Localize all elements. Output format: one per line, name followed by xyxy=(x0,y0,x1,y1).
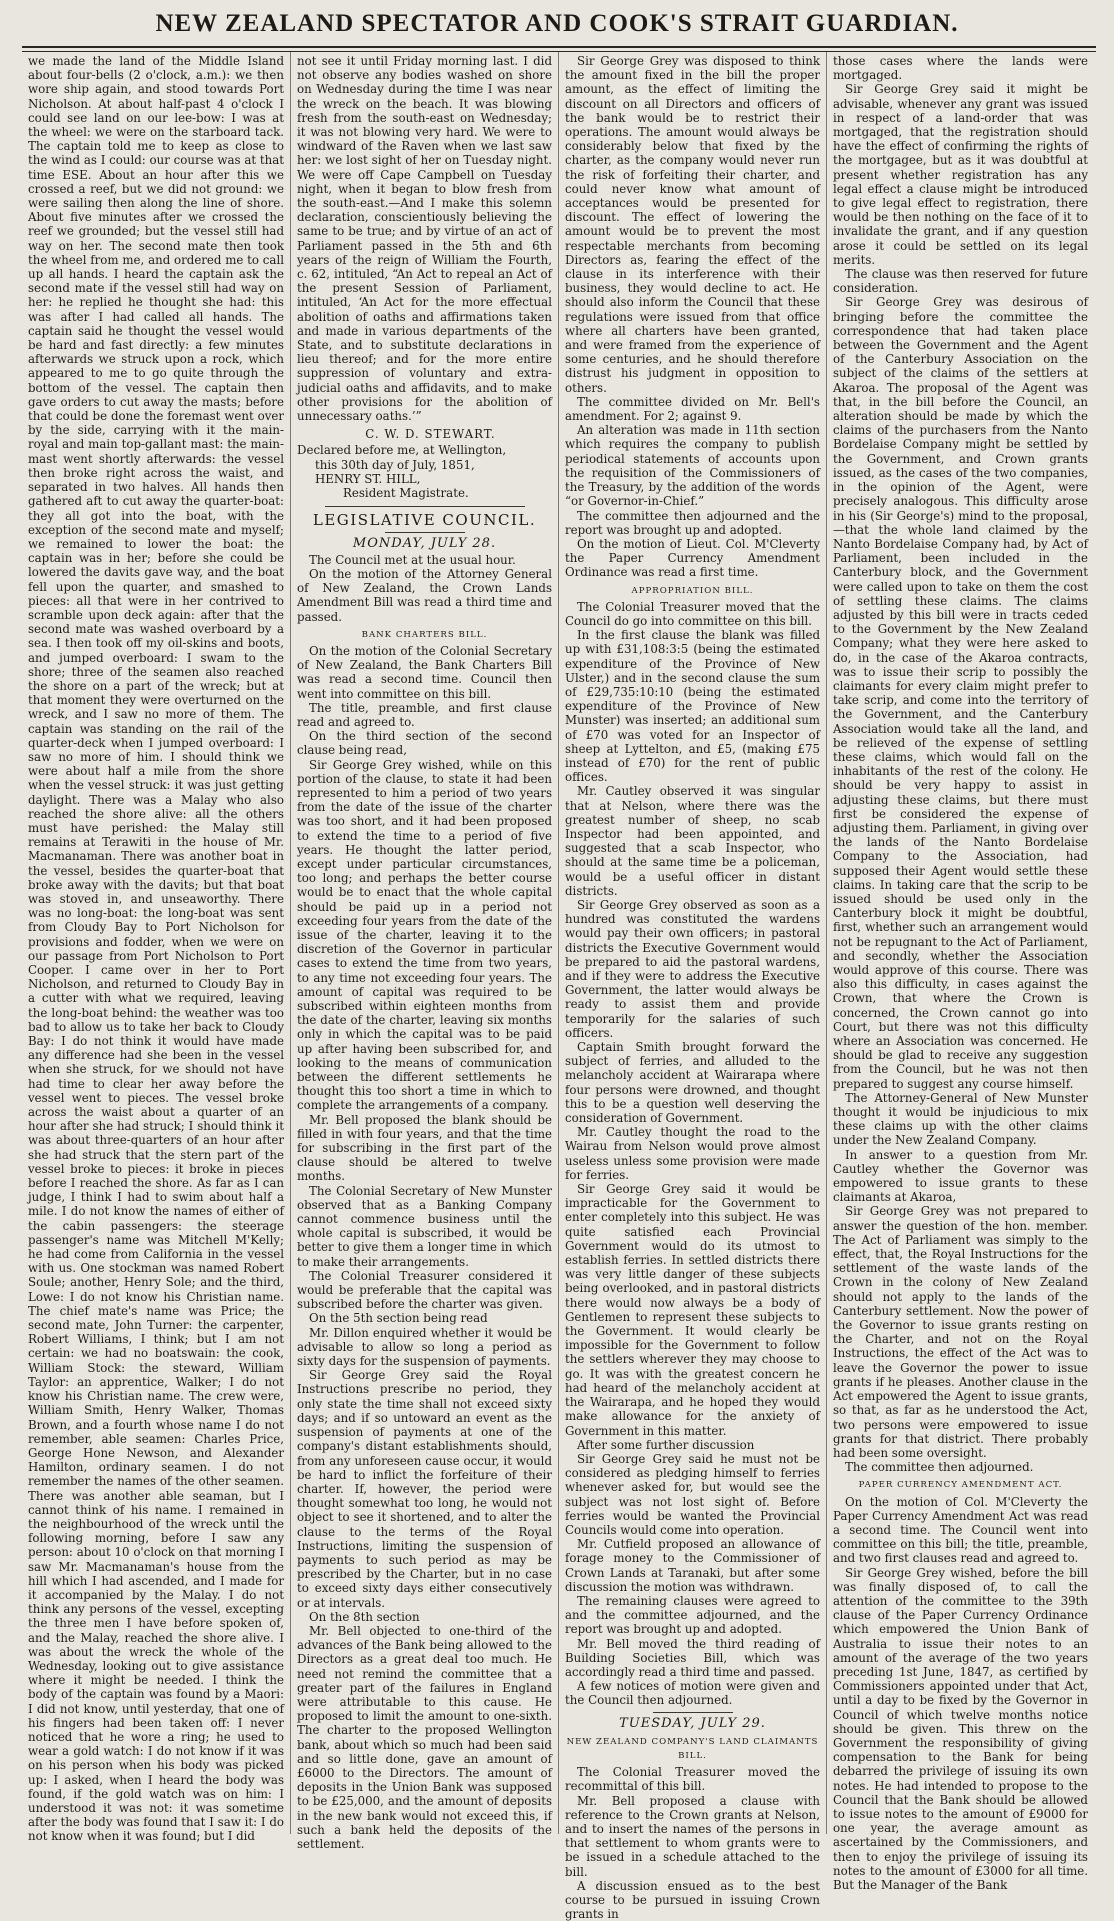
date-heading: MONDAY, JULY 28. xyxy=(352,535,497,551)
paragraph: we made the land of the Middle Island about four-bells (2 o'clock, a.m.): we then wore ship again, and stood towards Port Nicholson. At about half-past 4 o'clock I could see land on our lee-bow: I was at the wheel: we were on the starboard tack. The captain told me to keep as close to the wind as I could: our course was at that time ESE. About an hour after this we crossed a reef, but we did not ground: we were sailing then along the line of shore. About five minutes after we crossed the reef we grounded; but the vessel still had way on her. The second mate then took the wheel from me, and ordered me to call up all hands. I heard the captain ask the second mate if the vessel still had way on her: he replied he thought she had: this was after I had called all hands. The captain said he thought the vessel would be hard and fast directly: a few minutes afterwards we struck upon a rock, which appeared to me to go quite through the bottom of the vessel. The captain then gave orders to cut away the masts; before that could be done the foremast went over by the side, carrying with it the main-royal and main top-gallant mast: the main-mast went shortly afterwards: the vessel then broke right across the waist, and separated in two halves. All hands then gathered aft to cut away the quarter-boat: they all got into the boat, with the exception of the second mate and myself; we remained to lower the boat: the captain was in her; before she could be lowered the davits gave way, and the boat fell upon the quarter, and smashed to pieces: all that were in her contrived to scramble upon deck again: after that the second mate was washed overboard by a sea. I then took off my oil-skins and boots, and jumped overboard: I swam to the shore; three of the seamen also reached the shore on a part of the wreck; but at that moment they were overturned on the wreck, and I saw no more of them. The captain was standing on the rail of the quarter-deck when I jumped overboard: I saw no more of him. I should think we were about half a mile from the shore when the vessel struck: it was just getting daylight. There was a Malay who also reached the shore alive: all the others must have perished: the Malay still remains at Terawiti in the house of Mr. Macmanaman. There was another boat in the vessel, besides the quarter-boat that broke away with the davits; but that boat was stoved in, and unseaworthy. There was no long-boat: the long-boat was sent from Cloudy Bay to Port Nicholson for provisions and fodder, when we were on our passage from Port Nicholson to Port Cooper. I came over in her to Port Nicholson, and returned to Cloudy Bay in a cutter with what we required, leaving the long-boat behind: the weather was too bad to allow us to take her back to Cloudy Bay: I do not think it would have made any difference had she been in the vessel when she struck, for we should not have had time to clear her away before the vessel went to pieces. The vessel broke across the waist about a quarter of an hour after she had struck; I should think it was about three-quarters of an hour after she had struck that the stern part of the vessel broke to pieces: it broke in pieces before I reached the shore. As far as I can judge, I think I had to swim about half a mile. I do not know the names of either of the cabin passengers: the steerage passenger's name was Mitchell M'Kelly; he had come from California in the vessel with us. One stockman was named Robert Soule; another, Henry Sole; and the third, Lowe: I do not know his Christian name. The chief mate's name was Price; the second mate, John Turner: the carpenter, Robert Williams, I think; but I am not certain: we had no boatswain: the cook, William Stock: the steward, William Taylor: an apprentice, Walker; I do not know his Christian name. The crew were, William Smith, Henry Walker, Thomas Brown, and a fourth whose name I do not remember, able seamen: Charles Price, George Hone Newson, and Alexander Hamilton, ordinary seamen. I do not remember the names of the other seamen. There was another able seaman, but I cannot think of his name. I remained in the neighbourhood of the wreck until the following morning, before I saw any person: about 10 o'clock on that morning I saw Mr. Macmanaman's house from the hill which I had ascended, and I made for it accompanied by the Malay. I do not think any persons of the vessel, excepting the three men I have before spoken of, and the Malay, reached the shore alive. I was about the wreck the whole of the Wednesday, looking out to give assistance where it might be needed. I think the body of the captain was found by a Maori: I did not know, until yesterday, that one of his fingers had been taken off: I never noticed that he wore a ring; he used to wear a gold watch: I do not know if it was on his person when his body was picked up: I asked, when I heard the body was found, if the gold watch was on him: I understood it was not: it was sometime after the body was found that I saw it: I do not know when it was found; but I did xyxy=(28,54,284,1844)
paragraph: Mr. Cutfield proposed an allowance of forage money to the Commissioner of Crown Lands at Taranaki, but after some discussion the motion was withdrawn. xyxy=(565,1537,820,1594)
masthead: NEW ZEALAND SPECTATOR AND COOK'S STRAIT GUARDIAN. xyxy=(155,10,959,37)
paragraph: The Colonial Treasurer considered it would be preferable that the capital was subscribed before the charter was given. xyxy=(297,1268,552,1312)
paragraph: not see it until Friday morning last. I did not observe any bodies washed on shore on Wednesday during the time I was near the wreck on the beach. It was blowing fresh from the south-east on Wednesday; it was not blowing very hard. We were to windward of the Raven when we last saw her: we lost sight of her on Tuesday night. We were off Cape Campbell on Tuesday night, when it began to blow fresh from the south-east.—And I make this solemn declaration, conscientiously believing the same to be true; and by virtue of an act of Parliament passed in the 5th and 6th years of the reign of William the Fourth, c. 62, intituled, “An Act to repeal an Act of the present Session of Parliament, intituled, ‘An Act for the more effectual abolition of oaths and affirmations taken and made in various departments of the State, and to substitute declarations in lieu thereof; and for the more entire suppression of voluntary and extra-judicial oaths and affidavits, and to make other provisions for the abolition of unnecessary oaths.’” xyxy=(297,54,552,424)
paragraph: Mr. Dillon enquired whether it would be advisable to allow so long a period as sixty days for the suspension of payments. xyxy=(297,1325,552,1369)
paragraph: In answer to a question from Mr. Cautley whether the Governor was empowered to issue grants to these claimants at Akaroa, xyxy=(833,1147,1088,1205)
paragraph: Sir George Grey was not prepared to answer the question of the hon. member. The Act of Parliament was simply to the effect, that, the Royal Instructions for the settlement of the waste lands of the Crown in the colony of New Zealand should not apply to the lands of the Canterbury settlement. Now the power of the Governor to issue grants resting on the Charter, and not on the Royal Instructions, the effect of the Act was to leave the Governor the power to issue grants if he pleases. Another clause in the Act empowered the Agent to issue grants, so that, as far as he understood the Act, two persons were empowered to issue grants for that district. There probably had been some oversight. xyxy=(833,1204,1088,1460)
divider xyxy=(653,1712,733,1713)
paragraph: On the motion of Lieut. Col. M'Cleverty the Paper Currency Amendment Ordinance was read a first time. xyxy=(565,536,820,580)
subheading: NEW ZEALAND COMPANY'S LAND CLAIMANTS BILL. xyxy=(566,1736,819,1761)
subheading: PAPER CURRENCY AMENDMENT ACT. xyxy=(858,1480,1063,1491)
subheading: BANK CHARTERS BILL. xyxy=(361,629,488,640)
paragraph: After some further discussion xyxy=(577,1437,755,1452)
section-title: LEGISLATIVE COUNCIL. xyxy=(312,511,537,530)
columns xyxy=(22,52,1096,1921)
paragraph: The Colonial Secretary of New Munster observed that as a Banking Company cannot commence business until the whole capital is subscribed, it would be better to give them a longer time in which to make their arrangements. xyxy=(297,1183,552,1269)
paragraph: Sir George Grey was disposed to think the amount fixed in the bill the proper amount, as the effect of limiting the discount on all Directors and officers of the bank would be to restrict their operations. The amount would always be considerably below that fixed by the charter, as the company would never run the risk of forfeiting their charter, and could never know what amount of acceptances would be presented for discount. The effect of lowering the amount would be to prevent the most respectable merchants from becoming Directors as, fearing the effect of the clause in its interference with their business, they would decline to act. He should also inform the Council that these regulations were issued from that office where all charters have been granted, and were framed from the experience of some centuries, and he should therefore distrust his judgment in opposition to others. xyxy=(565,54,820,395)
paragraph: The clause was then reserved for future consideration. xyxy=(833,267,1088,296)
paragraph: On the third section of the second clause being read, xyxy=(297,729,552,758)
paragraph: On the 5th section being read xyxy=(309,1311,488,1326)
paragraph: An alteration was made in 11th section which requires the company to publish periodical statements of accounts upon the requisition of the Commissioners of the Treasury, by the addition of the words “or Governor-in-Chief.” xyxy=(565,423,820,509)
paragraph: The Colonial Treasurer moved the recommittal of this bill. xyxy=(565,1765,820,1794)
paragraph: The Colonial Treasurer moved that the Council do go into committee on this bill. xyxy=(565,599,820,628)
paragraph: The remaining clauses were agreed to and the committee adjourned, and the report was brought up and adopted. xyxy=(565,1593,820,1637)
paragraph: Sir George Grey observed as soon as a hundred was constituted the wardens would pay their own officers; in pastoral districts the Executive Government would be prepared to aid the pastoral wardens, and if they were to address the Executive Government, the latter would always be ready to assist them and provide temporarily for the salaries of such officers. xyxy=(565,897,820,1040)
paragraph: The title, preamble, and first clause read and agreed to. xyxy=(297,700,552,729)
paragraph: Mr. Bell proposed the blank should be filled in with four years, and that the time for subscribing in the first part of the clause should be altered to twelve months. xyxy=(297,1112,552,1184)
paragraph: Sir George Grey said the Royal Instructions prescribe no period, they only state the time shall not exceed sixty days; and if so untoward an event as the suspension of payments at one of the company's distant establishments should, from any unforeseen cause occur, it would be hard to inflict the forfeiture of their charter. If, however, the period were thought somewhat too long, he would not object to see it shortened, and to alter the clause to the terms of the Royal Instructions, limiting the suspension of payments to such period as may be prescribed by the Charter, but in no case to exceed sixty days either consecutively or at intervals. xyxy=(297,1368,552,1610)
paragraph: Sir George Grey said it would be impracticable for the Government to enter completely into this subject. He was quite satisfied each Provincial Government would do its utmost to establish ferries. In settled districts there was very little danger of these subjects being overlooked, and in pastoral districts there would now always be a body of Gentlemen to represent these subjects to the Government. It would clearly be impossible for the Government to follow the settlers wherever they may choose to go. It was with the greatest concern he had heard of the melancholy accident at the Wairarapa, and he hoped they would make allowance for the anxiety of Government in this matter. xyxy=(565,1182,820,1438)
paragraph: Mr. Bell moved the third reading of Building Societies Bill, which was accordingly read a third time and passed. xyxy=(565,1636,820,1679)
column-1 xyxy=(22,52,290,1844)
paragraph: The committee divided on Mr. Bell's amendment. For 2; against 9. xyxy=(565,394,820,424)
magistrate-title: Resident Magistrate. xyxy=(343,486,469,501)
paragraph: A discussion ensued as to the best course to be pursued in issuing Crown grants in xyxy=(565,1878,820,1921)
paragraph: On the motion of the Attorney General of New Zealand, the Crown Lands Amendment Bill was read a third time and passed. xyxy=(297,566,552,624)
paragraph: In the first clause the blank was filled up with £31,108:3:5 (being the estimated expenditure of the Province of New Ulster,) and in the second clause the sum of £29,735:10:10 (being the estimated expenditure of the Province of New Munster) was inserted; an additional sum of £70 was voted for an Inspector of sheep at Lyttelton, and £5, (making £75 instead of £70) for the rent of public offices. xyxy=(565,628,820,785)
column-3 xyxy=(558,52,826,1921)
magistrate-name: HENRY ST. HILL, xyxy=(315,471,421,486)
signature-name: C. W. D. STEWART. xyxy=(365,427,496,442)
paragraph: Captain Smith brought forward the subject of ferries, and alluded to the melancholy accident at Wairarapa where four persons were drowned, and thought this to be a question well deserving the consideration of Government. xyxy=(565,1040,820,1126)
column-2 xyxy=(290,52,558,1851)
paragraph: The committee then adjourned. xyxy=(845,1460,1034,1475)
column-4 xyxy=(826,52,1094,1892)
paragraph: Sir George Grey wished, before the bill was finally disposed of, to call the attention of the committee to the 39th clause of the Paper Currency Ordinance which empowered the Union Bank of Australia to issue their notes to an amount of the average of the two years preceding 1st June, 1847, as certified by Commissioners appointed under that Act, until a day to be fixed by the Governor in Council of which twelve months notice should be given. This threw on the Government the responsibility of giving compensation to the Bank for being debarred the privilege of issuing its own notes. He had intended to propose to the Council that the Bank should be allowed to issue notes to the amount of £9000 for one year, the average amount as ascertained by the Commissioners, and then to enjoy the privilege of issuing its notes to the amount of £3000 for all time. But the Manager of the Bank xyxy=(833,1565,1088,1892)
paragraph: Sir George Grey wished, while on this portion of the clause, to state it had been represented to him a period of two years from the date of the issue of the charter was too short, and it had been proposed to extend the time to a period of five years. He thought the latter period, except under particular circumstances, too long; and perhaps the better course would be to enact that the whole capital should be paid up in a period not exceeding four years from the date of the issue of the charter, leaving it to the discretion of the Governor in particular cases to extend the time from two years, to any time not exceeding four years. The amount of capital was required to be subscribed within eighteen months from the date of the charter, leaving six months only in which the capital was to be paid up after having been subscribed for, and looking to the means of communication between the different settlements he thought this too short a time in which to complete the arrangements of a company. xyxy=(297,757,552,1113)
paragraph: The Council met at the usual hour. xyxy=(309,552,516,567)
paragraph: Mr. Cautley observed it was singular that at Nelson, where there was the greatest number of sheep, no scab Inspector had been appointed, and suggested that a scab Inspector, who should at the same time be a policeman, would be a useful officer in distant districts. xyxy=(565,784,820,898)
date-heading: TUESDAY, JULY 29. xyxy=(619,1715,766,1731)
paragraph: A few notices of motion were given and the Council then adjourned. xyxy=(565,1679,820,1708)
subheading: APPROPRIATION BILL. xyxy=(631,585,754,596)
paragraph: Mr. Bell proposed a clause with reference to the Crown grants at Nelson, and to insert the names of the persons in that settlement to whom grants were to be issued in a schedule attached to the bill. xyxy=(565,1793,820,1879)
paragraph: Mr. Cautley thought the road to the Wairau from Nelson would prove almost useless unless some provision were made for ferries. xyxy=(565,1125,820,1182)
paragraph: Sir George Grey said he must not be considered as pledging himself to ferries whenever asked for, but would see the subject was not lost sight of. Before ferries would be wanted the Provincial Councils would come into operation. xyxy=(565,1451,820,1537)
paragraph: The Attorney-General of New Munster thought it would be injudicious to mix these claims up with the other claims under the New Zealand Company. xyxy=(833,1090,1088,1148)
paragraph: Sir George Grey was desirous of bringing before the committee the correspondence that had taken place between the Government and the Agent of the Canterbury Association on the subject of the claims of the settlers at Akaroa. The proposal of the Agent was that, in the bill before the Council, an alteration should be made by which the claims of the purchasers from the Nanto Bordelaise Company might be settled by the Government, and Crown grants issued, as the cases of the two companies, in the opinion of the Agent, were precisely analogous. This difficulty arose in his (Sir George's) mind to the proposal,—that the whole land claimed by the Nanto Bordelaise Company had, by Act of Parliament, been included in the Canterbury block, and the Government were called upon to take on them the cost of settling these claims. The claims adjusted by this bill were in tracts ceded to the Government by the New Zealand Company; what they were here asked to do, in the case of the Akaroa contracts, was to issue their scrip to possibly the claimants for every claim might prefer to take scrip, and come into the territory of the Government, and the Canterbury Association would take all the land, and be relieved of the expense of settling these claims, which would fall on the inhabitants of the rest of the colony. He should be very happy to assist in adjusting these claims, but there must first be considered the expense of adjusting them. Parliament, in giving over the lands of the Nanto Bordelaise Company to the Association, had supposed their Agent would settle these claims. In taking care that the scrip to be issued should be used only in the Canterbury block it might be doubtful, first, whether such an arrangement would not be repugnant to the Act of Parliament, and secondly, whether the Association would approve of this course. There was also this difficulty, in cases against the Crown, that where the Crown is concerned, the Crown cannot go into Court, but there was not this difficulty where an Association was concerned. He should be glad to receive any suggestion from the Council, but he was not then prepared to suggest any course himself. xyxy=(833,295,1088,1091)
paragraph: On the motion of the Colonial Secretary of New Zealand, the Bank Charters Bill was read a second time. Council then went into committee on this bill. xyxy=(297,643,552,701)
paragraph: Sir George Grey said it might be advisable, whenever any grant was issued in respect of a land-order that was mortgaged, that the registration should have the effect of confirming the rights of the mortgagee, but as it was doubtful at present whether registration has any legal effect a clause might be introduced to give legal effect to registration, there would be then nothing on the face of it to invalidate the grant, and if any question arose it could be settled on its legal merits. xyxy=(833,82,1088,267)
divider xyxy=(325,506,525,507)
paragraph: On the 8th section xyxy=(309,1609,420,1624)
paragraph: The committee then adjourned and the report was brought up and adopted. xyxy=(565,508,820,537)
paragraph: Mr. Bell objected to one-third of the advances of the Bank being allowed to the Directors as a great deal too much. He need not remind the committee that a greater part of the failures in England were attributable to this cause. He proposed to limit the amount to one-sixth. The charter to the proposed Wellington bank, about which so much had been said and so little done, gave an amount of £6000 to the Directors. The amount of deposits in the Union Bank was supposed to be £25,000, and the amount of deposits in the new bank would not exceed this, if such a bank held the deposits of the settlement. xyxy=(297,1623,552,1851)
declaration-date: this 30th day of July, 1851, xyxy=(315,457,475,472)
divider xyxy=(385,532,465,533)
paragraph: those cases where the lands were mortgaged. xyxy=(833,54,1088,83)
declaration-line: Declared before me, at Wellington, xyxy=(297,443,507,458)
paragraph: On the motion of Col. M'Cleverty the Paper Currency Amendment Act was read a second time. The Council went into committee on this bill; the title, preamble, and two first clauses read and agreed to. xyxy=(833,1494,1088,1566)
